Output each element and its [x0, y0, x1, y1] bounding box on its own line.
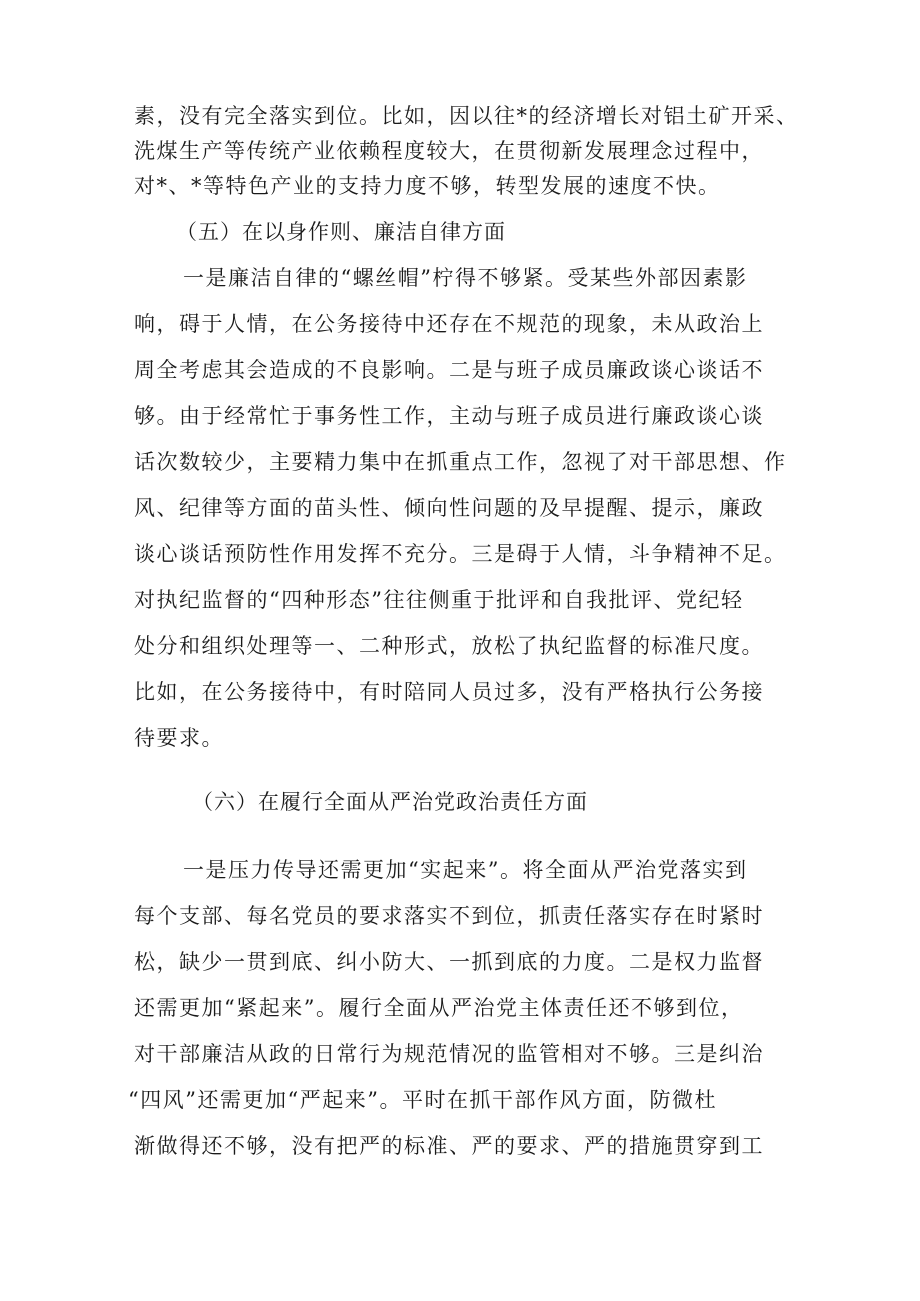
para-prev-line-1: 素，没有完全落实到位。比如，因以往*的经济增长对铝土矿开采、: [134, 104, 799, 128]
para-5-line-8: 对执纪监督的“四种形态”往往侧重于批评和自我批评、党纪轻: [134, 588, 744, 612]
para-6-line-5: 对干部廉洁从政的日常行为规范情况的监管相对不够。三是纠治: [134, 1042, 764, 1066]
para-5-line-5: 话次数较少，主要精力集中在抓重点工作，忽视了对干部思想、作: [134, 450, 787, 474]
para-6-line-2: 每个支部、每名党员的要求落实不到位，抓责任落实存在时紧时: [134, 904, 764, 928]
para-5-line-4: 够。由于经常忙于事务性工作，主动与班子成员进行廉政谈心谈: [134, 404, 764, 428]
para-5-line-7: 谈心谈话预防性作用发挥不充分。三是碍于人情，斗争精神不足。: [134, 542, 787, 566]
section-heading-6: （六）在履行全面从严治党政治责任方面: [192, 790, 588, 814]
para-5-line-3: 周全考虑其会造成的不良影响。二是与班子成员廉政谈心谈话不: [134, 358, 764, 382]
para-6-line-3: 松，缺少一贯到底、纠小防大、一抓到底的力度。二是权力监督: [134, 950, 764, 974]
para-5-line-9: 处分和组织处理等一、二种形式，放松了执纪监督的标准尺度。: [134, 634, 764, 658]
para-6-line-7: 渐做得还不够，没有把严的标准、严的要求、严的措施贯穿到工: [134, 1134, 764, 1158]
para-5-line-10: 比如，在公务接待中，有时陪同人员过多，没有严格执行公务接: [134, 680, 764, 704]
para-5-line-6: 风、纪律等方面的苗头性、倾向性问题的及早提醒、提示，廉政: [134, 496, 764, 520]
para-6-line-6: “四风”还需更加“严起来”。平时在抓干部作风方面，防微杜: [128, 1088, 717, 1112]
para-5-line-2: 响，碍于人情，在公务接待中还存在不规范的现象，未从政治上: [134, 312, 764, 336]
para-6-line-4: 还需更加“紧起来”。履行全面从严治党主体责任还不够到位，: [134, 996, 744, 1020]
para-5-line-11: 待要求。: [134, 726, 224, 750]
para-prev-line-3: 对*、*等特色产业的支持力度不够，转型发展的速度不快。: [134, 174, 721, 198]
para-5-line-1: 一是廉洁自律的“螺丝帽”柠得不够紧。受某些外部因素影: [183, 266, 748, 290]
section-heading-5: （五）在以身作则、廉洁自律方面: [176, 220, 506, 244]
para-6-line-1: 一是压力传导还需更加“实起来”。将全面从严治党落实到: [183, 858, 748, 882]
para-prev-line-2: 洗煤生产等传统产业依赖程度较大，在贯彻新发展理念过程中，: [134, 139, 764, 163]
